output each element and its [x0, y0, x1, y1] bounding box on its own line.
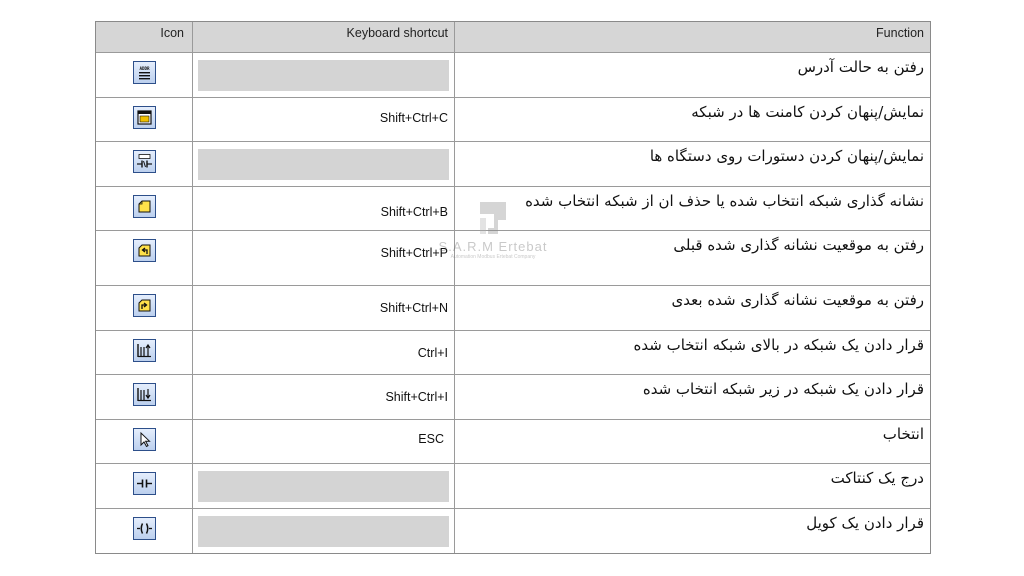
table-row-shortcut-cell	[193, 98, 455, 143]
next-bookmark-icon[interactable]	[133, 294, 156, 317]
table-row-function: درج یک کنتاکت	[455, 464, 930, 509]
table-row-shortcut-cell	[193, 286, 455, 331]
device-instruction-toggle-icon[interactable]	[133, 150, 156, 173]
shortcut-text: Shift+Ctrl+I	[385, 390, 448, 404]
table-row-icon-cell	[96, 142, 193, 187]
table-row-icon-cell	[96, 231, 193, 286]
table-row-icon-cell	[96, 331, 193, 376]
table-row-shortcut-cell	[193, 53, 455, 98]
contact-icon[interactable]	[133, 472, 156, 495]
table-row-function: رفتن به موقعیت نشانه گذاری شده قبلی	[455, 231, 930, 286]
shortcut-blank	[198, 516, 449, 547]
table-row-function: رفتن به حالت آدرس	[455, 53, 930, 98]
shortcut-text: Shift+Ctrl+C	[379, 110, 448, 125]
table-row-function: نشانه گذاری شبکه انتخاب شده یا حذف ان از شبکه انتخاب شده	[455, 187, 930, 232]
table-row-function: انتخاب	[455, 420, 930, 465]
header-icon: Icon	[96, 22, 193, 53]
header-function: Function	[455, 22, 930, 53]
table-row-function: نمایش/پنهان کردن دستورات روی دستگاه ها	[455, 142, 930, 187]
table-row-icon-cell	[96, 375, 193, 420]
table-row-icon-cell	[96, 98, 193, 143]
shortcut-table	[95, 21, 931, 554]
header-keyboard-shortcut: Keyboard shortcut	[193, 22, 455, 53]
shortcut-text: Shift+Ctrl+B	[380, 204, 448, 219]
table-row-icon-cell	[96, 187, 193, 232]
table-row-function: قرار دادن یک کویل	[806, 513, 924, 532]
table-row-shortcut-cell	[193, 187, 455, 232]
shortcut-text: ESC	[418, 431, 444, 446]
table-row-shortcut-cell	[193, 509, 455, 554]
table-row-function: قرار دادن یک شبکه در زیر شبکه انتخاب شده	[455, 375, 930, 420]
svg-text:ADDR: ADDR	[138, 66, 150, 71]
table-row-shortcut-cell	[193, 464, 455, 509]
shortcut-text: Shift+Ctrl+P	[380, 246, 448, 260]
table-row-shortcut-cell	[193, 375, 455, 420]
bookmark-icon[interactable]	[133, 195, 156, 218]
watermark-subtitle: Automation Modbus Ertebat Company	[450, 254, 536, 260]
table-row-shortcut-cell	[193, 331, 455, 376]
table-row-icon-cell	[96, 286, 193, 331]
insert-network-below-icon[interactable]	[133, 383, 156, 406]
table-row-icon-cell	[96, 53, 193, 98]
table-row-icon-cell	[96, 420, 193, 465]
coil-icon[interactable]	[133, 517, 156, 540]
comment-toggle-icon[interactable]	[133, 106, 156, 129]
previous-bookmark-icon[interactable]	[133, 239, 156, 262]
table-row-shortcut-cell	[193, 420, 455, 465]
address-mode-icon[interactable]	[133, 61, 156, 84]
shortcut-blank	[198, 60, 449, 91]
table-row-function: قرار دادن یک شبکه در بالای شبکه انتخاب شده	[455, 331, 930, 376]
shortcut-blank	[198, 471, 449, 502]
shortcut-blank	[198, 149, 449, 180]
table-row-function: رفتن به موقعیت نشانه گذاری شده بعدی	[455, 286, 930, 331]
shortcut-text: Ctrl+I	[417, 345, 448, 360]
watermark-name: S.A.R.M Ertebat	[438, 239, 548, 254]
table-row-shortcut-cell	[193, 231, 455, 286]
table-row-icon-cell	[96, 464, 193, 509]
watermark-logo-icon	[474, 198, 512, 238]
shortcut-text: Shift+Ctrl+N	[379, 301, 448, 315]
table-row-shortcut-cell	[193, 142, 455, 187]
watermark	[428, 198, 558, 260]
table-row-function: نمایش/پنهان کردن کامنت ها در شبکه	[455, 98, 930, 143]
insert-network-above-icon[interactable]	[133, 339, 156, 362]
select-pointer-icon[interactable]	[133, 428, 156, 451]
table-row-icon-cell	[96, 509, 193, 554]
